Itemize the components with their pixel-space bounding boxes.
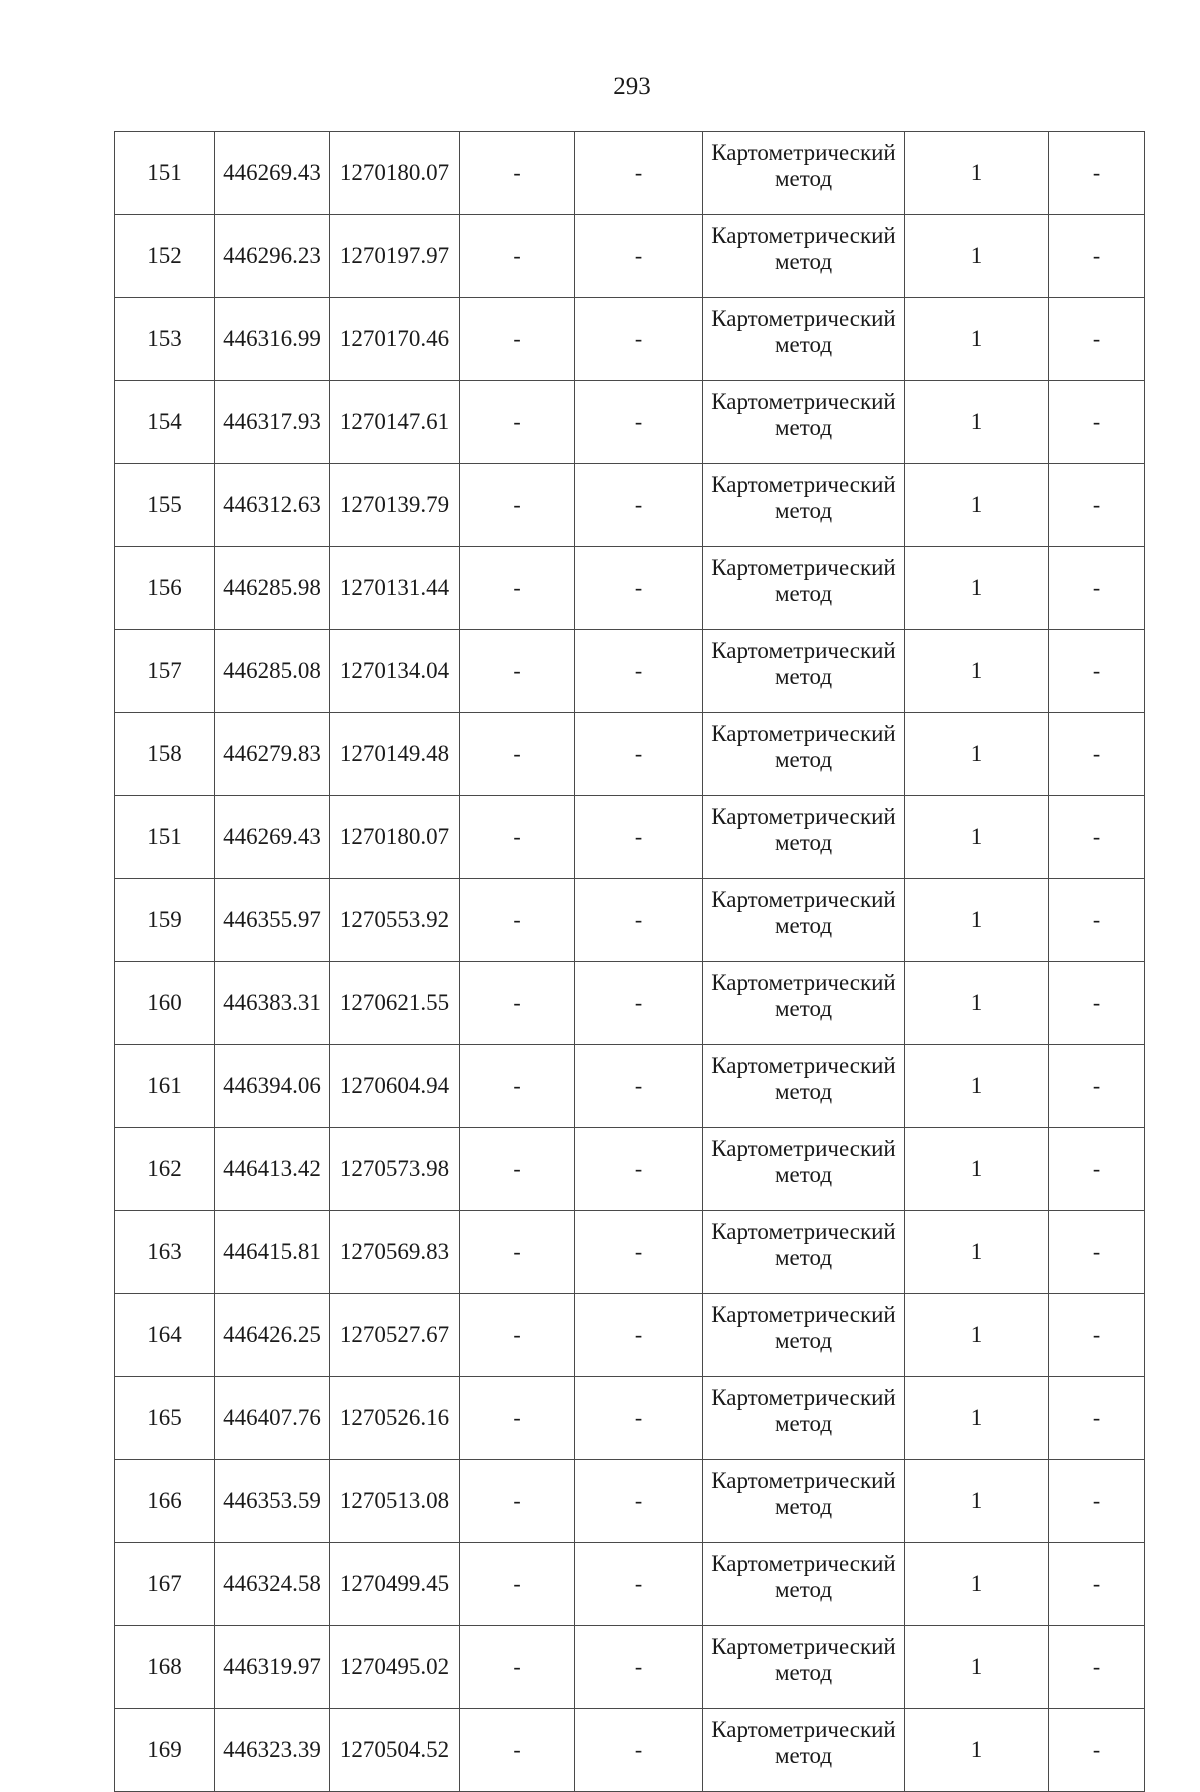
y-coordinate-cell: 1270170.46 — [330, 298, 460, 381]
method-cell: Картометрический метод — [703, 1128, 905, 1211]
table-row — [115, 1543, 1145, 1626]
table-row — [115, 1045, 1145, 1128]
method-cell: Картометрический метод — [703, 1211, 905, 1294]
empty-value-cell: - — [575, 132, 703, 215]
accuracy-cell: 1 — [905, 1709, 1049, 1792]
empty-value-cell: - — [575, 464, 703, 547]
point-number-cell: 166 — [115, 1460, 215, 1543]
y-coordinate-cell: 1270180.07 — [330, 132, 460, 215]
empty-value-cell: - — [575, 1377, 703, 1460]
table-row — [115, 713, 1145, 796]
method-cell: Картометрический метод — [703, 1709, 905, 1792]
point-number-cell: 162 — [115, 1128, 215, 1211]
empty-value-cell: - — [575, 1460, 703, 1543]
empty-value-cell: - — [575, 1045, 703, 1128]
method-cell: Картометрический метод — [703, 132, 905, 215]
empty-value-cell: - — [460, 464, 575, 547]
empty-value-cell: - — [1049, 1460, 1145, 1543]
empty-value-cell: - — [460, 879, 575, 962]
point-number-cell: 153 — [115, 298, 215, 381]
x-coordinate-cell: 446269.43 — [215, 132, 330, 215]
accuracy-cell: 1 — [905, 381, 1049, 464]
x-coordinate-cell: 446323.39 — [215, 1709, 330, 1792]
accuracy-cell: 1 — [905, 1626, 1049, 1709]
empty-value-cell: - — [575, 879, 703, 962]
accuracy-cell: 1 — [905, 962, 1049, 1045]
table-row — [115, 1377, 1145, 1460]
point-number-cell: 161 — [115, 1045, 215, 1128]
empty-value-cell: - — [460, 132, 575, 215]
empty-value-cell: - — [1049, 132, 1145, 215]
empty-value-cell: - — [1049, 1294, 1145, 1377]
accuracy-cell: 1 — [905, 298, 1049, 381]
method-cell: Картометрический метод — [703, 1626, 905, 1709]
table-row — [115, 1709, 1145, 1792]
method-cell: Картометрический метод — [703, 464, 905, 547]
accuracy-cell: 1 — [905, 879, 1049, 962]
table-row — [115, 215, 1145, 298]
empty-value-cell: - — [575, 298, 703, 381]
x-coordinate-cell: 446279.83 — [215, 713, 330, 796]
y-coordinate-cell: 1270180.07 — [330, 796, 460, 879]
x-coordinate-cell: 446394.06 — [215, 1045, 330, 1128]
accuracy-cell: 1 — [905, 1045, 1049, 1128]
accuracy-cell: 1 — [905, 796, 1049, 879]
table-row — [115, 298, 1145, 381]
y-coordinate-cell: 1270147.61 — [330, 381, 460, 464]
y-coordinate-cell: 1270527.67 — [330, 1294, 460, 1377]
empty-value-cell: - — [1049, 215, 1145, 298]
accuracy-cell: 1 — [905, 547, 1049, 630]
accuracy-cell: 1 — [905, 713, 1049, 796]
point-number-cell: 152 — [115, 215, 215, 298]
y-coordinate-cell: 1270513.08 — [330, 1460, 460, 1543]
table-row — [115, 1626, 1145, 1709]
empty-value-cell: - — [1049, 1128, 1145, 1211]
point-number-cell: 158 — [115, 713, 215, 796]
empty-value-cell: - — [460, 215, 575, 298]
y-coordinate-cell: 1270526.16 — [330, 1377, 460, 1460]
y-coordinate-cell: 1270197.97 — [330, 215, 460, 298]
table-row — [115, 381, 1145, 464]
point-number-cell: 154 — [115, 381, 215, 464]
table-row — [115, 1128, 1145, 1211]
table-row — [115, 962, 1145, 1045]
table-row — [115, 879, 1145, 962]
empty-value-cell: - — [575, 1294, 703, 1377]
coordinates-table — [114, 131, 1145, 1792]
x-coordinate-cell: 446316.99 — [215, 298, 330, 381]
accuracy-cell: 1 — [905, 1211, 1049, 1294]
method-cell: Картометрический метод — [703, 713, 905, 796]
empty-value-cell: - — [460, 1045, 575, 1128]
accuracy-cell: 1 — [905, 1294, 1049, 1377]
accuracy-cell: 1 — [905, 630, 1049, 713]
point-number-cell: 167 — [115, 1543, 215, 1626]
accuracy-cell: 1 — [905, 1460, 1049, 1543]
empty-value-cell: - — [460, 298, 575, 381]
empty-value-cell: - — [1049, 1377, 1145, 1460]
method-cell: Картометрический метод — [703, 381, 905, 464]
empty-value-cell: - — [1049, 1045, 1145, 1128]
point-number-cell: 163 — [115, 1211, 215, 1294]
table-row — [115, 132, 1145, 215]
point-number-cell: 159 — [115, 879, 215, 962]
x-coordinate-cell: 446285.98 — [215, 547, 330, 630]
x-coordinate-cell: 446312.63 — [215, 464, 330, 547]
empty-value-cell: - — [1049, 381, 1145, 464]
empty-value-cell: - — [1049, 1543, 1145, 1626]
empty-value-cell: - — [575, 1211, 703, 1294]
empty-value-cell: - — [1049, 547, 1145, 630]
empty-value-cell: - — [575, 215, 703, 298]
empty-value-cell: - — [575, 713, 703, 796]
empty-value-cell: - — [575, 381, 703, 464]
accuracy-cell: 1 — [905, 1543, 1049, 1626]
empty-value-cell: - — [460, 381, 575, 464]
method-cell: Картометрический метод — [703, 1543, 905, 1626]
method-cell: Картометрический метод — [703, 1045, 905, 1128]
y-coordinate-cell: 1270149.48 — [330, 713, 460, 796]
empty-value-cell: - — [575, 1709, 703, 1792]
x-coordinate-cell: 446355.97 — [215, 879, 330, 962]
x-coordinate-cell: 446383.31 — [215, 962, 330, 1045]
x-coordinate-cell: 446407.76 — [215, 1377, 330, 1460]
method-cell: Картометрический метод — [703, 879, 905, 962]
table-row — [115, 464, 1145, 547]
table-body — [115, 132, 1145, 1792]
table-row — [115, 1211, 1145, 1294]
empty-value-cell: - — [460, 962, 575, 1045]
y-coordinate-cell: 1270139.79 — [330, 464, 460, 547]
method-cell: Картометрический метод — [703, 962, 905, 1045]
point-number-cell: 169 — [115, 1709, 215, 1792]
x-coordinate-cell: 446353.59 — [215, 1460, 330, 1543]
empty-value-cell: - — [460, 1294, 575, 1377]
accuracy-cell: 1 — [905, 1128, 1049, 1211]
empty-value-cell: - — [575, 547, 703, 630]
accuracy-cell: 1 — [905, 132, 1049, 215]
method-cell: Картометрический метод — [703, 1377, 905, 1460]
y-coordinate-cell: 1270499.45 — [330, 1543, 460, 1626]
x-coordinate-cell: 446413.42 — [215, 1128, 330, 1211]
empty-value-cell: - — [460, 1377, 575, 1460]
method-cell: Картометрический метод — [703, 1294, 905, 1377]
point-number-cell: 168 — [115, 1626, 215, 1709]
empty-value-cell: - — [1049, 464, 1145, 547]
method-cell: Картометрический метод — [703, 1460, 905, 1543]
empty-value-cell: - — [575, 630, 703, 713]
y-coordinate-cell: 1270495.02 — [330, 1626, 460, 1709]
empty-value-cell: - — [460, 1709, 575, 1792]
point-number-cell: 157 — [115, 630, 215, 713]
empty-value-cell: - — [1049, 1709, 1145, 1792]
table-row — [115, 796, 1145, 879]
empty-value-cell: - — [460, 713, 575, 796]
y-coordinate-cell: 1270573.98 — [330, 1128, 460, 1211]
empty-value-cell: - — [460, 630, 575, 713]
x-coordinate-cell: 446269.43 — [215, 796, 330, 879]
x-coordinate-cell: 446319.97 — [215, 1626, 330, 1709]
point-number-cell: 160 — [115, 962, 215, 1045]
x-coordinate-cell: 446296.23 — [215, 215, 330, 298]
method-cell: Картометрический метод — [703, 547, 905, 630]
y-coordinate-cell: 1270569.83 — [330, 1211, 460, 1294]
empty-value-cell: - — [1049, 630, 1145, 713]
table-row — [115, 1294, 1145, 1377]
empty-value-cell: - — [460, 796, 575, 879]
empty-value-cell: - — [460, 1128, 575, 1211]
table-row — [115, 547, 1145, 630]
y-coordinate-cell: 1270131.44 — [330, 547, 460, 630]
point-number-cell: 164 — [115, 1294, 215, 1377]
empty-value-cell: - — [460, 547, 575, 630]
accuracy-cell: 1 — [905, 464, 1049, 547]
empty-value-cell: - — [575, 962, 703, 1045]
empty-value-cell: - — [575, 1626, 703, 1709]
point-number-cell: 156 — [115, 547, 215, 630]
empty-value-cell: - — [1049, 1626, 1145, 1709]
method-cell: Картометрический метод — [703, 796, 905, 879]
empty-value-cell: - — [460, 1543, 575, 1626]
empty-value-cell: - — [1049, 962, 1145, 1045]
empty-value-cell: - — [1049, 1211, 1145, 1294]
method-cell: Картометрический метод — [703, 630, 905, 713]
point-number-cell: 151 — [115, 132, 215, 215]
point-number-cell: 155 — [115, 464, 215, 547]
empty-value-cell: - — [1049, 796, 1145, 879]
y-coordinate-cell: 1270604.94 — [330, 1045, 460, 1128]
page-number: 293 — [613, 73, 651, 100]
accuracy-cell: 1 — [905, 1377, 1049, 1460]
y-coordinate-cell: 1270553.92 — [330, 879, 460, 962]
empty-value-cell: - — [460, 1626, 575, 1709]
point-number-cell: 165 — [115, 1377, 215, 1460]
point-number-cell: 151 — [115, 796, 215, 879]
y-coordinate-cell: 1270621.55 — [330, 962, 460, 1045]
x-coordinate-cell: 446285.08 — [215, 630, 330, 713]
empty-value-cell: - — [575, 1128, 703, 1211]
empty-value-cell: - — [1049, 879, 1145, 962]
x-coordinate-cell: 446324.58 — [215, 1543, 330, 1626]
empty-value-cell: - — [1049, 713, 1145, 796]
x-coordinate-cell: 446426.25 — [215, 1294, 330, 1377]
table-row — [115, 1460, 1145, 1543]
accuracy-cell: 1 — [905, 215, 1049, 298]
method-cell: Картометрический метод — [703, 215, 905, 298]
x-coordinate-cell: 446317.93 — [215, 381, 330, 464]
table-row — [115, 630, 1145, 713]
empty-value-cell: - — [1049, 298, 1145, 381]
y-coordinate-cell: 1270504.52 — [330, 1709, 460, 1792]
x-coordinate-cell: 446415.81 — [215, 1211, 330, 1294]
empty-value-cell: - — [460, 1211, 575, 1294]
method-cell: Картометрический метод — [703, 298, 905, 381]
empty-value-cell: - — [575, 1543, 703, 1626]
empty-value-cell: - — [575, 796, 703, 879]
empty-value-cell: - — [460, 1460, 575, 1543]
y-coordinate-cell: 1270134.04 — [330, 630, 460, 713]
